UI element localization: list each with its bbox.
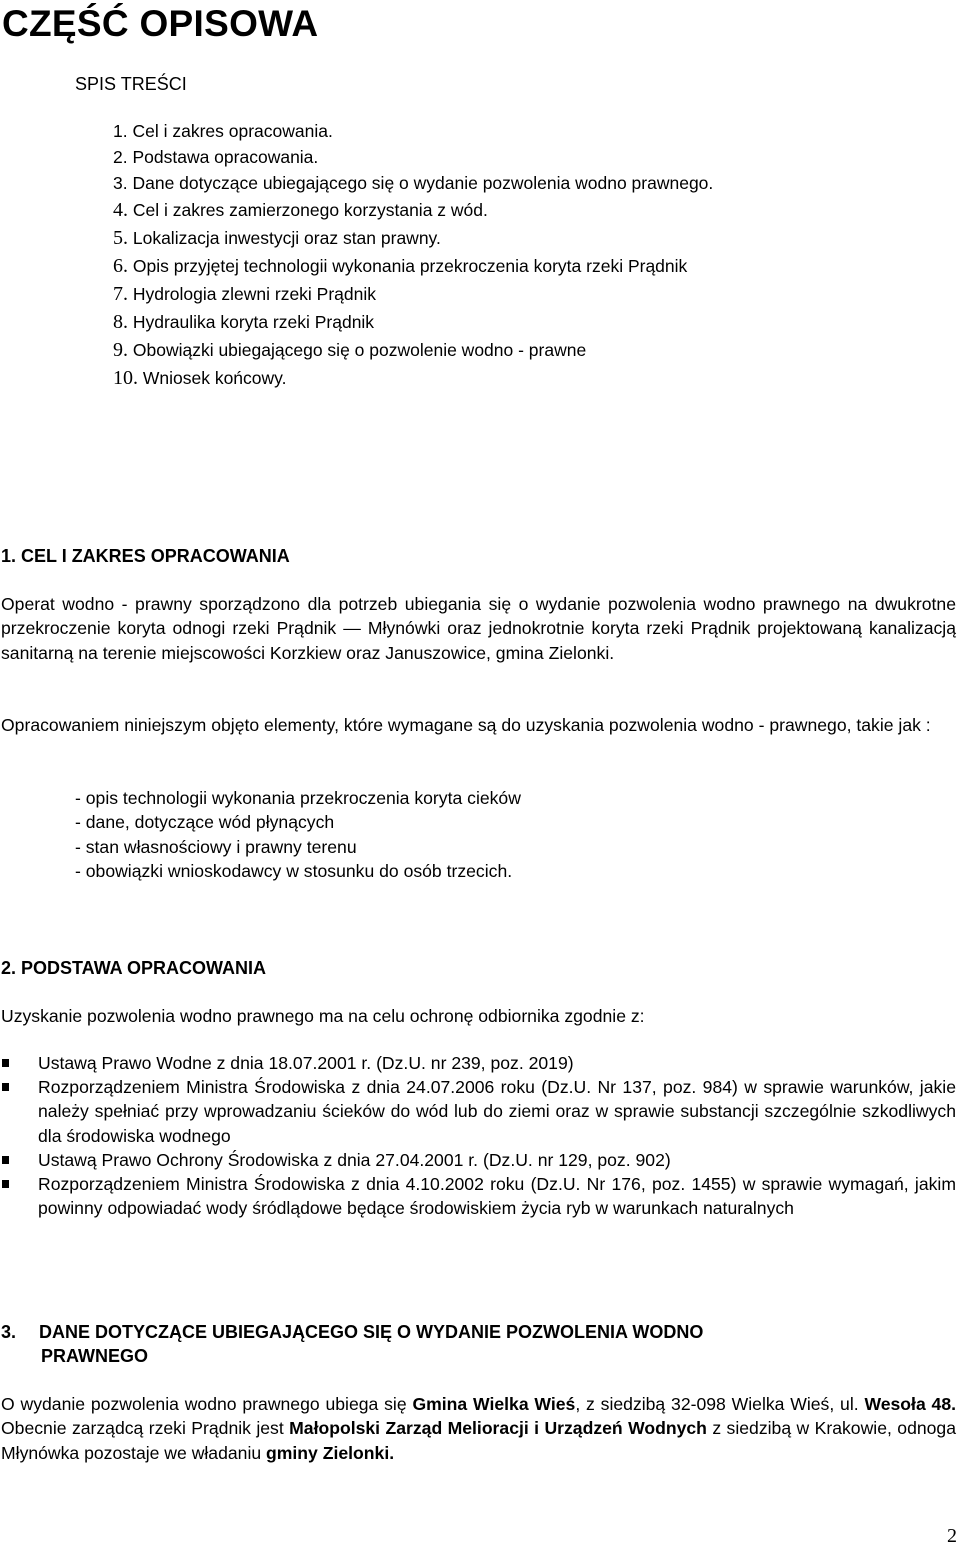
square-bullet-icon (2, 1180, 9, 1188)
table-of-contents (113, 118, 713, 392)
toc-item (113, 224, 713, 252)
toc-item (113, 364, 713, 392)
list-item-text: Rozporządzeniem Ministra Środowiska z dnia 4.10.2002 roku (Dz.U. Nr 176, poz. 1455) w sprawie wymagań, jakim powinny odpowiadać wody śródlądowe będące środowiskiem życia ryb w warunkach naturalnych (38, 1174, 956, 1219)
list-item: - obowiązki wnioskodawcy w stosunku do osób trzecich. (75, 860, 513, 881)
toc-item (113, 118, 713, 144)
river-manager-name: Małopolski Zarząd Melioracji i Urządzeń Wodnych (289, 1418, 707, 1439)
section-3-heading-number: 3. (1, 1322, 17, 1342)
toc-item-number: 4. (113, 199, 128, 221)
list-item (0, 1148, 956, 1172)
section-1-paragraph-2: Opracowaniem niniejszym objęto elementy, które wymagane są do uzyskania pozwolenia wodno - prawnego, takie jak : (1, 715, 931, 735)
applicant-name: Gmina Wielka Wieś (412, 1394, 576, 1414)
toc-heading: SPIS TREŚCI (75, 74, 187, 94)
section-1-heading: 1. CEL I ZAKRES OPRACOWANIA (1, 546, 290, 566)
list-item-text: Rozporządzeniem Ministra Środowiska z dnia 24.07.2006 roku (Dz.U. Nr 137, poz. 984) w sprawie warunków, jakie należy spełniać przy wprowadzaniu ścieków do wód lub do ziemi oraz w sprawie substancji szczególnie szkodliwych dla środowiska wodnego (38, 1077, 956, 1146)
page-number: 2 (947, 1525, 957, 1547)
section-2-list (0, 1051, 956, 1220)
list-item (0, 1172, 956, 1220)
toc-item (113, 196, 713, 224)
toc-item-label: Hydrologia zlewni rzeki Prądnik (128, 284, 377, 304)
toc-item (113, 336, 713, 364)
section-3-paragraph (1, 1392, 956, 1465)
toc-item-number: 9. (113, 339, 128, 361)
toc-item-label: Obowiązki ubiegającego się o pozwolenie wodno - prawne (128, 340, 587, 360)
document-title: CZĘŚĆ OPISOWA (2, 3, 319, 44)
text-run: Obecnie zarządcą rzeki Prądnik jest (1, 1418, 290, 1439)
toc-item-number: 10. (113, 367, 138, 389)
toc-item-label: Hydraulika koryta rzeki Prądnik (128, 312, 375, 332)
square-bullet-icon (2, 1083, 9, 1091)
section-3-heading: DANE DOTYCZĄCE UBIEGAJĄCEGO SIĘ O WYDANIE POZWOLENIA WODNO (39, 1322, 704, 1342)
toc-item (113, 280, 713, 308)
list-item (0, 1075, 956, 1148)
toc-item-number: 5. (113, 227, 128, 249)
branch-owner-name: gminy Zielonki. (266, 1442, 395, 1463)
toc-item-label: Dane dotyczące ubiegającego się o wydanie pozwolenia wodno prawnego. (127, 173, 714, 193)
section-1-list (75, 786, 521, 883)
square-bullet-icon (2, 1156, 9, 1164)
text-run: , z siedzibą 32-098 Wielka Wieś, ul. (575, 1394, 865, 1414)
toc-item-number: 2. (113, 147, 128, 167)
toc-item-label: Lokalizacja inwestycji oraz stan prawny. (128, 228, 441, 248)
toc-item-number: 8. (113, 311, 128, 333)
toc-item-number: 1. (113, 121, 128, 141)
text-run: z siedzibą w Krakowie, odnoga Młynówka pozostaje we władaniu (1, 1418, 956, 1463)
list-item-text: Ustawą Prawo Ochrony Środowiska z dnia 27.04.2001 r. (Dz.U. nr 129, poz. 902) (38, 1149, 671, 1170)
toc-item-label: Cel i zakres zamierzonego korzystania z wód. (128, 200, 488, 220)
list-item: - stan własnościowy i prawny terenu (75, 836, 357, 857)
toc-item (113, 170, 713, 196)
section-3-heading-continued: PRAWNEGO (41, 1346, 149, 1366)
toc-item-label: Wniosek końcowy. (138, 368, 287, 388)
list-item: - dane, dotyczące wód płynących (75, 812, 335, 833)
toc-item-number: 7. (113, 283, 128, 305)
toc-item-label: Cel i zakres opracowania. (127, 121, 333, 141)
square-bullet-icon (2, 1059, 9, 1067)
list-item: - opis technologii wykonania przekroczenia koryta cieków (75, 788, 521, 808)
toc-item-number: 3. (113, 173, 128, 193)
toc-item (113, 144, 713, 170)
toc-item (113, 308, 713, 336)
toc-item (113, 252, 713, 280)
section-2-intro: Uzyskanie pozwolenia wodno prawnego ma na celu ochronę odbiornika zgodnie z: (1, 1006, 645, 1026)
list-item-text: Ustawą Prawo Wodne z dnia 18.07.2001 r. (Dz.U. nr 239, poz. 2019) (38, 1053, 574, 1073)
text-run: O wydanie pozwolenia wodno prawnego ubiega się (1, 1394, 413, 1414)
section-2-heading: 2. PODSTAWA OPRACOWANIA (1, 958, 267, 978)
applicant-address: Wesoła 48. (864, 1394, 957, 1414)
toc-item-label: Opis przyjętej technologii wykonania przekroczenia koryta rzeki Prądnik (128, 256, 688, 276)
list-item (0, 1051, 956, 1075)
toc-item-number: 6. (113, 255, 128, 277)
toc-item-label: Podstawa opracowania. (127, 147, 319, 167)
section-1-paragraph-1: Operat wodno - prawny sporządzono dla potrzeb ubiegania się o wydanie pozwolenia wodno prawnego na dwukrotne przekroczenie koryta odnogi rzeki Prądnik — Młynówki oraz jednokrotnie koryta rzeki Prądnik projektowaną kanalizacją sanitarną na terenie miejscowości Korzkiew oraz Januszowice, gmina Zielonki. (1, 594, 956, 663)
